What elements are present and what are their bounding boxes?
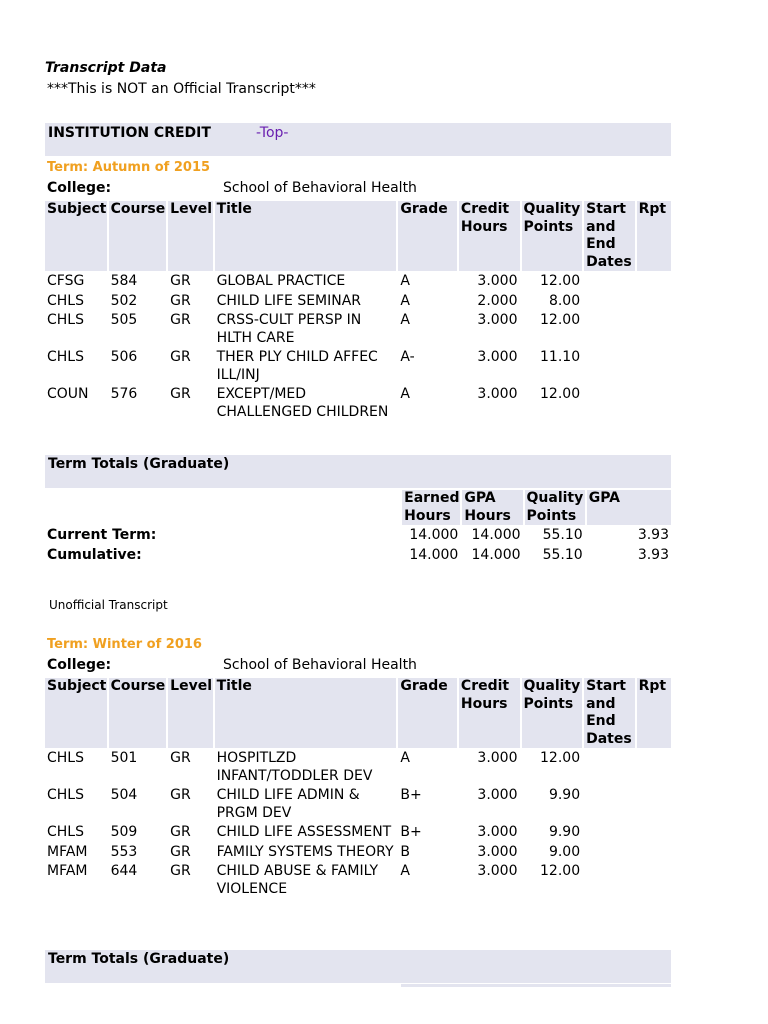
quality-points: 9.00 [548, 843, 581, 860]
rpt [637, 863, 671, 898]
quality-points: 12.00 [540, 312, 581, 328]
level: GR [170, 750, 191, 766]
subject: CHLS [47, 292, 84, 309]
table-row [45, 787, 671, 822]
term-heading: Term: Winter of 2016 [47, 637, 202, 652]
subject: MFAM [47, 843, 88, 860]
table-row [45, 312, 671, 347]
level: GR [170, 312, 191, 328]
col-start-end: Start and End Dates [584, 201, 634, 271]
quality-points: 55.10 [542, 546, 583, 563]
credit-hours: 3.000 [477, 824, 518, 840]
quality-points: 9.90 [548, 824, 581, 840]
start-end [584, 863, 634, 898]
gpa-hours: 14.000 [471, 546, 521, 563]
cumulative-row [45, 547, 671, 565]
rpt [637, 787, 671, 822]
title: CHILD ABUSE & FAMILY VIOLENCE [216, 863, 379, 897]
table-row [45, 863, 671, 898]
col-course: Course [109, 678, 167, 748]
credit-hours: 3.000 [477, 863, 518, 879]
col-credit-hours: Credit Hours [459, 678, 520, 748]
col-gpa: GPA [587, 490, 671, 525]
table-header-row [45, 678, 671, 748]
table-row [45, 293, 671, 311]
col-quality-points: Quality Points [526, 490, 584, 524]
quality-points: 55.10 [542, 527, 583, 543]
earned-hours: 14.000 [409, 527, 459, 543]
page-title: Transcript Data [45, 60, 167, 76]
credit-hours: 3.000 [477, 349, 518, 365]
table-row [45, 349, 671, 384]
start-end [584, 844, 634, 862]
col-earned-hours: Earned Hours [404, 490, 460, 524]
grade: A- [400, 349, 415, 365]
credit-hours: 2.000 [477, 292, 518, 309]
level: GR [170, 386, 191, 402]
course: 505 [110, 312, 138, 328]
title: CHILD LIFE ASSESSMENT [216, 824, 392, 840]
grade: B+ [400, 787, 422, 803]
course-table [43, 676, 673, 900]
quality-points: 12.00 [540, 863, 581, 879]
level: GR [170, 273, 191, 289]
credit-hours: 3.000 [477, 843, 518, 860]
subject: CHLS [47, 312, 84, 328]
course: 553 [110, 843, 138, 860]
credit-hours: 3.000 [477, 312, 518, 328]
totals-header-cutoff [401, 984, 671, 987]
col-grade: Grade [398, 201, 457, 271]
top-link[interactable]: -Top- [256, 125, 289, 141]
cumulative-label: Cumulative: [47, 546, 142, 563]
course-table [43, 199, 673, 423]
gpa-hours: 14.000 [471, 527, 521, 543]
term-totals-bar [45, 950, 671, 983]
credit-hours: 3.000 [477, 787, 518, 803]
title: GLOBAL PRACTICE [216, 273, 346, 289]
unofficial-notice: ***This is NOT an Official Transcript*** [47, 81, 316, 97]
college-value: School of Behavioral Health [223, 180, 417, 196]
level: GR [170, 292, 191, 309]
level: GR [170, 863, 191, 879]
col-start-end: Start and End Dates [584, 678, 634, 748]
subject: CHLS [47, 750, 84, 766]
col-course: Course [109, 201, 167, 271]
rpt [637, 750, 671, 785]
subject: CHLS [47, 349, 84, 365]
course: 504 [110, 787, 138, 803]
college-label: College: [47, 657, 112, 673]
subject: CHLS [47, 824, 84, 840]
credit-hours: 3.000 [477, 273, 518, 289]
grade: A [400, 312, 410, 328]
title: FAMILY SYSTEMS THEORY [216, 843, 394, 860]
term-totals-label: Term Totals (Graduate) [48, 456, 230, 472]
course: 502 [110, 292, 138, 309]
term-totals-label: Term Totals (Graduate) [48, 951, 230, 967]
course: 506 [110, 349, 138, 365]
level: GR [170, 843, 191, 860]
institution-credit-bar [45, 123, 671, 156]
col-quality-points: Quality Points [522, 201, 583, 271]
course: 576 [110, 386, 138, 402]
start-end [584, 293, 634, 311]
subject: MFAM [47, 863, 88, 879]
col-level: Level [168, 678, 212, 748]
col-quality-points: Quality Points [522, 678, 583, 748]
col-subject: Subject [45, 201, 107, 271]
start-end [584, 750, 634, 785]
start-end [584, 824, 634, 842]
grade: A [400, 386, 410, 402]
title: EXCEPT/MED CHALLENGED CHILDREN [216, 386, 389, 420]
start-end [584, 273, 634, 291]
col-gpa-hours: GPA Hours [462, 490, 522, 525]
col-subject: Subject [45, 678, 107, 748]
current-term-row [45, 527, 671, 545]
col-credit-hours: Credit Hours [459, 201, 520, 271]
col-grade: Grade [398, 678, 457, 748]
institution-credit-label: INSTITUTION CREDIT [48, 125, 211, 141]
course: 509 [110, 824, 138, 840]
rpt [637, 386, 671, 421]
college-label: College: [47, 180, 112, 196]
col-rpt: Rpt [637, 678, 671, 748]
title: THER PLY CHILD AFFEC ILL/INJ [216, 349, 378, 383]
course: 644 [110, 863, 138, 879]
quality-points: 9.90 [548, 787, 581, 803]
table-row [45, 273, 671, 291]
rpt [637, 273, 671, 291]
quality-points: 12.00 [540, 386, 581, 402]
title: CHILD LIFE ADMIN & PRGM DEV [216, 787, 360, 821]
rpt [637, 293, 671, 311]
col-rpt: Rpt [637, 201, 671, 271]
title: HOSPITLZD INFANT/TODDLER DEV [216, 750, 373, 784]
grade: A [400, 750, 410, 766]
quality-points: 11.10 [540, 349, 581, 365]
grade: B+ [400, 824, 422, 840]
quality-points: 12.00 [540, 273, 581, 289]
start-end [584, 386, 634, 421]
grade: A [400, 292, 410, 309]
table-row [45, 824, 671, 842]
level: GR [170, 349, 191, 365]
term-totals-bar [45, 455, 671, 488]
course: 501 [110, 750, 138, 766]
credit-hours: 3.000 [477, 750, 518, 766]
level: GR [170, 824, 191, 840]
start-end [584, 349, 634, 384]
rpt [637, 312, 671, 347]
grade: B [400, 843, 410, 860]
totals-table [43, 488, 673, 566]
current-term-label: Current Term: [47, 527, 157, 543]
title: CRSS-CULT PERSP IN HLTH CARE [216, 312, 362, 346]
col-level: Level [168, 201, 212, 271]
quality-points: 12.00 [540, 750, 581, 766]
level: GR [170, 787, 191, 803]
subject: CFSG [47, 273, 85, 289]
rpt [637, 844, 671, 862]
totals-spacer [45, 490, 400, 525]
subject: COUN [47, 386, 89, 402]
table-row [45, 386, 671, 421]
col-title: Title [215, 201, 397, 271]
table-row [45, 844, 671, 862]
gpa: 3.93 [637, 546, 669, 563]
course: 584 [110, 273, 138, 289]
start-end [584, 312, 634, 347]
gpa: 3.93 [637, 527, 669, 543]
start-end [584, 787, 634, 822]
quality-points: 8.00 [548, 292, 581, 309]
credit-hours: 3.000 [477, 386, 518, 402]
earned-hours: 14.000 [409, 546, 459, 563]
rpt [637, 824, 671, 842]
title: CHILD LIFE SEMINAR [216, 292, 362, 309]
term-heading: Term: Autumn of 2015 [47, 160, 211, 175]
footer-note: Unofficial Transcript [49, 598, 168, 612]
col-title: Title [215, 678, 397, 748]
college-value: School of Behavioral Health [223, 657, 417, 673]
grade: A [400, 273, 410, 289]
subject: CHLS [47, 787, 84, 803]
table-row [45, 750, 671, 785]
table-header-row [45, 201, 671, 271]
rpt [637, 349, 671, 384]
grade: A [400, 863, 410, 879]
totals-header-row [45, 490, 671, 525]
